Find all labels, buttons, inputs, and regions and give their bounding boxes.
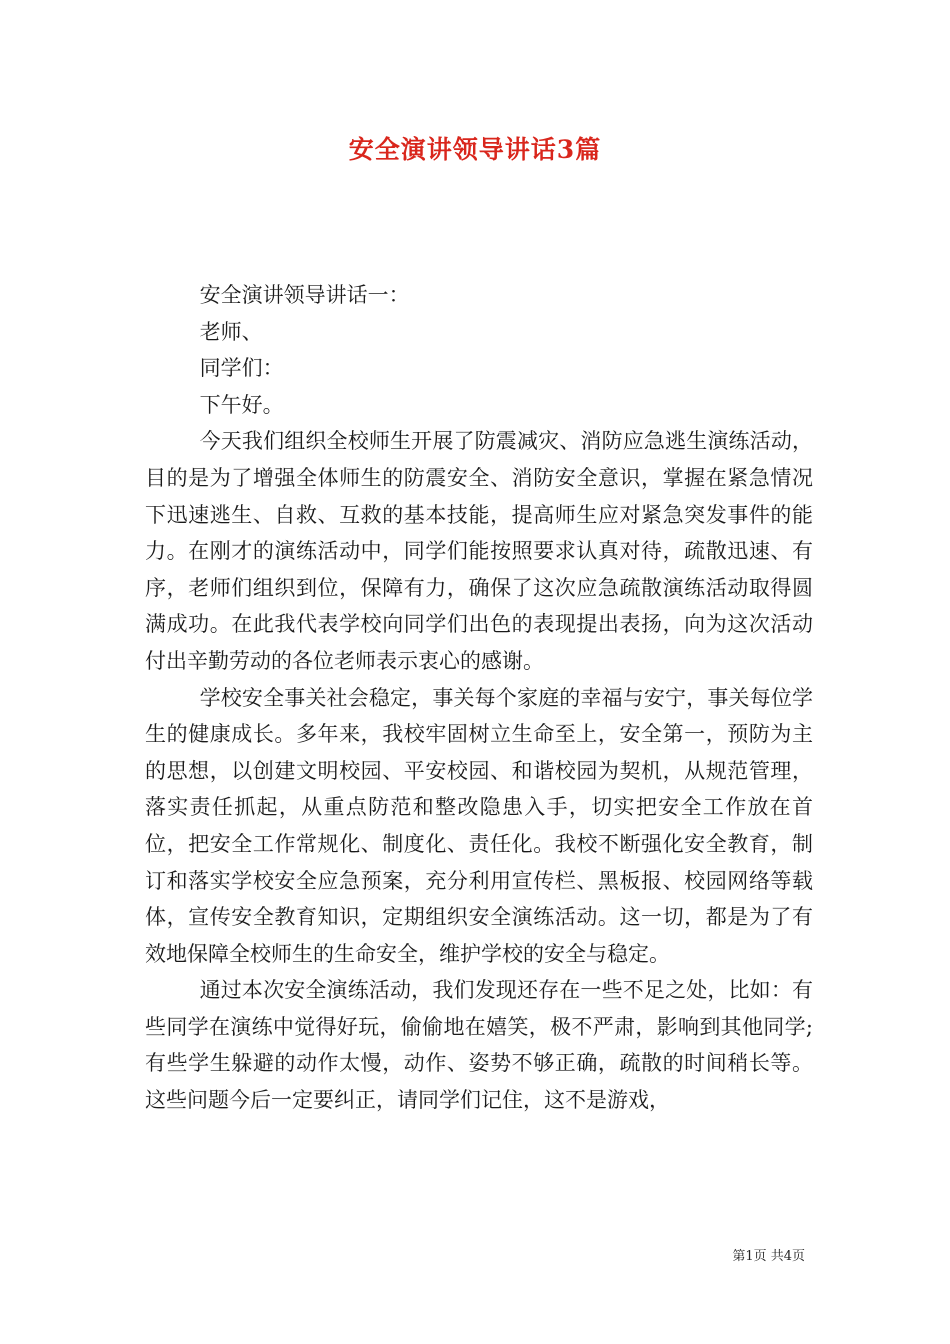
salutation-line: 同学们： — [199, 356, 284, 381]
document-title: 安全演讲领导讲话3篇 — [348, 135, 602, 164]
page-number: 第1页 共4页 — [732, 1249, 805, 1264]
body-paragraph: 通过本次安全演练活动，我们发现还存在一些不足之处，比如：有些同学在演练中觉得好玩，偷偷地在嬉笑，极不严肃，影响到其他同学;有些学生躲避的动作太慢，动作、姿势不够正确，疏散的时间稍长等。这些问题今后一定要纠正，请同学们记住，这不是游戏， — [145, 978, 813, 1113]
body-paragraph: 今天我们组织全校师生开展了防震减灾、消防应急逃生演练活动，目的是为了增强全体师生的防震安全、消防安全意识，掌握在紧急情况下迅速逃生、自救、互救的基本技能，提高师生应对紧急突发事件的能力。在刚才的演练活动中，同学们能按照要求认真对待，疏散迅速、有序，老师们组织到位，保障有力，确保了这次应急疏散演练活动取得圆满成功。在此我代表学校向同学们出色的表现提出表扬，向为这次活动付出辛勤劳动的各位老师表示衷心的感谢。 — [145, 429, 813, 673]
document-body — [145, 277, 813, 1119]
salutation-line: 老师、 — [199, 319, 263, 344]
salutation-line: 安全演讲领导讲话一： — [199, 283, 410, 307]
body-paragraph: 学校安全事关社会稳定，事关每个家庭的幸福与安宁，事关每位学生的健康成长。多年来，我校牢固树立生命至上，安全第一，预防为主的思想，以创建文明校园、平安校园、和谐校园为契机，从规范管理，落实责任抓起，从重点防范和整改隐患入手，切实把安全工作放在首位，把安全工作常规化、制度化、责任化。我校不断强化安全教育，制订和落实学校安全应急预案，充分利用宣传栏、黑板报、校园网络等载体，宣传安全教育知识，定期组织安全演练活动。这一切，都是为了有效地保障全校师生的生命安全，维护学校的安全与稳定。 — [145, 685, 813, 966]
salutation-line: 下午好。 — [199, 392, 284, 417]
